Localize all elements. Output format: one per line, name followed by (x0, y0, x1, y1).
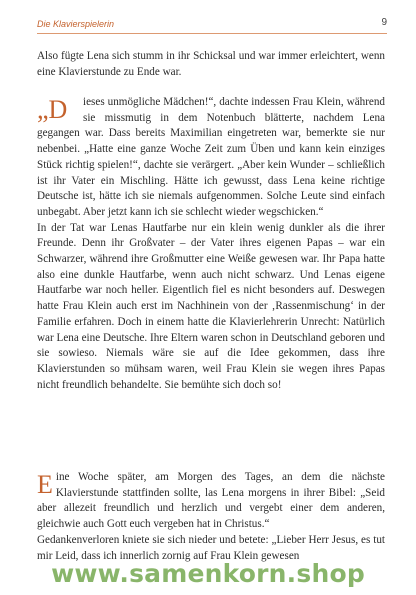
paragraph-4-text: ine Woche später, am Morgen des Tages, an dem die nächste Klavierstunde stattfinden sollte, las Lena morgens in ihrer Bibel: „Seid aber allezeit freundlich und herzlich und vergebt einer dem anderen, gleichwie auch Gott euch vergeben hat in Christus.“ (37, 471, 385, 531)
text-block-intro (37, 49, 385, 80)
paragraph-4 (37, 470, 385, 533)
watermark-url: www.samenkorn.shop (51, 559, 365, 588)
paragraph-2 (37, 95, 385, 221)
running-header (37, 17, 387, 33)
text-block-main (37, 95, 385, 393)
dropcap-d: „D (37, 95, 68, 124)
running-title: Die Klavierspielerin (37, 19, 115, 29)
paragraph-2-text: ieses unmögliche Mädchen!“, dachte indessen Frau Klein, während sie missmutig in dem Notenbuch blätterte, nachdem Lena gegangen war. Dass bereits Maximilian eingetreten war, bemerkte sie nur nebenbei. „Hatte eine ganze Woche Zeit zum Üben und kann kein einziges Stück richtig spielen!“, dachte sie verärgert. „Aber kein Wunder – schließlich ist ihr Vater ein Mischling. Hätte ich gewusst, dass Lena keine richtige Deutsche ist, hätte ich sie niemals aufgenommen. Solche Leute sind einfach unbegabt. Aber jetzt kann ich sie schlecht wieder wegschicken.“ (37, 96, 385, 218)
text-block-section (37, 470, 385, 564)
page-number: 9 (381, 17, 387, 28)
header-rule (37, 33, 387, 34)
paragraph-5: Gedankenverloren kniete sie sich nieder und betete: „Lieber Herr Jesus, es tut mir Leid, dass ich innerlich zornig auf Frau Klein gewesen (37, 533, 385, 562)
paragraph-3: In der Tat war Lenas Hautfarbe nur ein klein wenig dunkler als die ihrer Freunde. Denn ihr Großvater – der Vater ihres eigenen Papas – war ein Schwarzer, während ihre Großmutter eine Weiße gewesen war. Ihr Papa hatte also eine dunkle Hautfarbe, wenn auch nicht schwarz. Und Lenas eigene Hautfarbe war noch heller. Eigentlich fiel es nicht besonders auf. Deswegen hatte Frau Klein auch erst im Nachhinein von der ‚Rassenmischung‘ in der Familie erfahren. Doch in einem hatte die Klavierlehrerin Unrecht: Natürlich war Lena eine Deutsche. Ihre Eltern waren schon in Deutschland geboren und sie sowieso. Niemals wäre sie auf die Idee gekommen, dass ihre Klavierstunden so mühsam waren, weil Frau Klein sie wegen ihres Papas nicht freundlich behandelte. Sie bemühte sich doch so! (37, 221, 385, 391)
paragraph-1: Also fügte Lena sich stumm in ihr Schicksal und war immer erleichtert, wenn eine Klavierstunde zu Ende war. (37, 50, 385, 78)
dropcap-e: E (37, 470, 53, 499)
